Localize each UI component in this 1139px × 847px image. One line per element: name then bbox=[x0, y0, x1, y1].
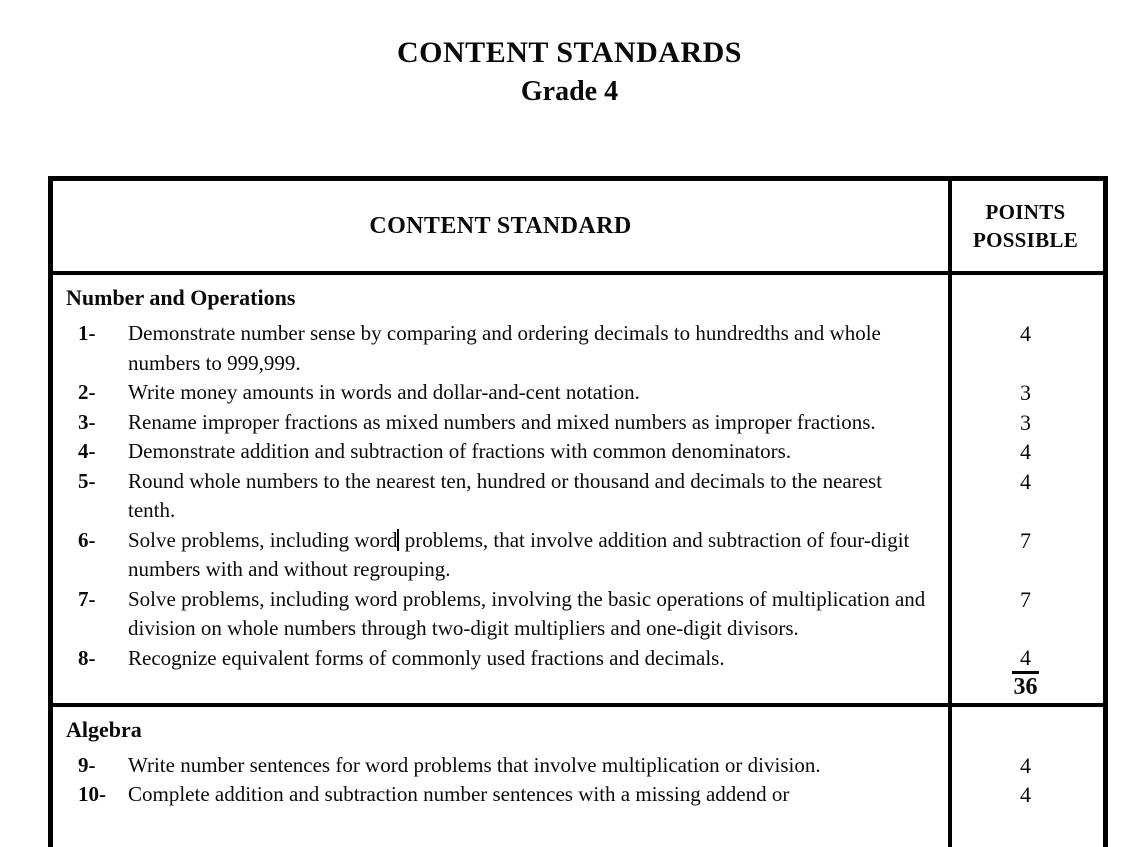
item-number: 5- bbox=[78, 468, 96, 493]
item-text: Complete addition and subtraction number sentences with a missing addend or bbox=[128, 782, 790, 806]
points-value: 4 bbox=[1020, 782, 1031, 807]
section-number-and-operations bbox=[53, 271, 1103, 703]
item-number: 2- bbox=[78, 380, 96, 404]
table-header-row bbox=[53, 181, 1103, 271]
standard-item-6 bbox=[53, 526, 1103, 585]
item-text: Recognize equivalent forms of commonly used fractions and decimals. bbox=[128, 645, 725, 670]
points-header-line1: POINTS bbox=[985, 200, 1066, 224]
content-standard-column-header: CONTENT STANDARD bbox=[369, 212, 632, 239]
points-value: 4 bbox=[1020, 468, 1031, 494]
points-value: 4 bbox=[1020, 321, 1031, 346]
item-number: 6- bbox=[78, 527, 96, 552]
item-number: 3- bbox=[78, 409, 96, 434]
column-divider bbox=[948, 181, 952, 847]
document-title-block bbox=[0, 34, 1139, 112]
section-algebra bbox=[53, 703, 1103, 812]
points-sum-block bbox=[948, 644, 1103, 701]
points-value: 7 bbox=[1020, 527, 1031, 553]
item-text-after-cursor: problems, that involve addition and subtraction of four-digit numbers with and without regrouping. bbox=[128, 527, 910, 581]
content-standards-table bbox=[48, 176, 1108, 847]
item-number: 9- bbox=[78, 752, 96, 777]
item-text: Write number sentences for word problems that involve multiplication or division. bbox=[128, 752, 821, 777]
item-text: Demonstrate addition and subtraction of fractions with common denominators. bbox=[128, 439, 792, 463]
points-value: 3 bbox=[1020, 409, 1031, 435]
standard-item-3 bbox=[53, 408, 1103, 438]
points-header-line2: POSSIBLE bbox=[972, 228, 1079, 252]
item-text: Write money amounts in words and dollar-and-cent notation. bbox=[128, 380, 640, 404]
item-number: 4- bbox=[78, 439, 96, 463]
item-number: 7- bbox=[78, 586, 96, 611]
item-text: Round whole numbers to the nearest ten, hundred or thousand and decimals to the nearest tenth. bbox=[128, 468, 883, 522]
section-title: Number and Operations bbox=[66, 285, 296, 310]
points-value: 7 bbox=[1020, 586, 1031, 612]
standard-item-10 bbox=[53, 780, 1103, 810]
page-title: CONTENT STANDARDS bbox=[397, 36, 742, 69]
item-text: Demonstrate number sense by comparing and ordering decimals to hundredths and whole numbers to 999,999. bbox=[128, 321, 881, 375]
standard-item-1 bbox=[53, 319, 1103, 378]
section-title: Algebra bbox=[66, 716, 142, 742]
item-number: 10- bbox=[78, 782, 106, 806]
standard-item-4 bbox=[53, 437, 1103, 467]
item-text[interactable] bbox=[128, 526, 928, 585]
sum-underline: 4 bbox=[1012, 644, 1039, 674]
section-total: 36 bbox=[1013, 673, 1038, 700]
item-number: 1- bbox=[78, 321, 96, 345]
standard-item-5 bbox=[53, 467, 1103, 526]
points-value bbox=[948, 644, 1103, 674]
standard-item-2 bbox=[53, 378, 1103, 408]
points-value: 4 bbox=[1020, 439, 1031, 464]
item-text: Rename improper fractions as mixed numbers and mixed numbers as improper fractions. bbox=[128, 409, 876, 434]
points-value: 4 bbox=[1020, 752, 1031, 778]
item-number: 8- bbox=[78, 645, 96, 670]
points-possible-column-header bbox=[948, 181, 1103, 271]
item-text-before-cursor: Solve problems, including word bbox=[128, 527, 398, 552]
item-text: Solve problems, including word problems, involving the basic operations of multiplication and division on whole numbers through two-digit multipliers and one-digit divisors. bbox=[128, 586, 926, 640]
standard-item-7 bbox=[53, 585, 1103, 644]
page-subtitle: Grade 4 bbox=[520, 76, 619, 107]
standard-item-9 bbox=[53, 751, 1103, 781]
standard-item-8 bbox=[53, 644, 1103, 701]
points-value: 3 bbox=[1020, 380, 1031, 405]
